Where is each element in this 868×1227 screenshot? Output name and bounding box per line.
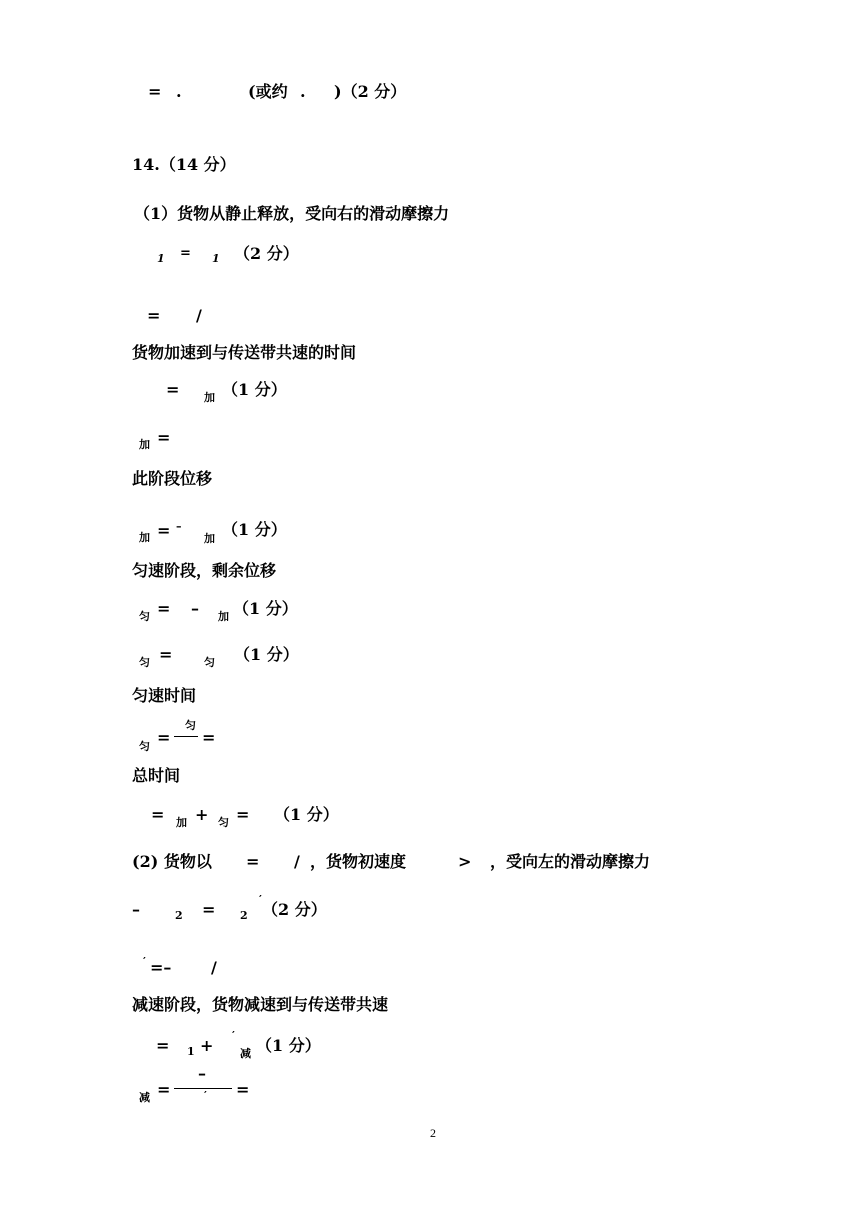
- score-label: （2 分）: [262, 900, 327, 919]
- eq-symbol: =: [147, 306, 161, 325]
- eq-symbol: =: [156, 1036, 170, 1055]
- subscript: 2: [175, 909, 183, 922]
- decimal-point: .: [300, 82, 306, 101]
- text-line: 匀速时间: [132, 686, 197, 705]
- subscript: 加: [204, 391, 215, 404]
- page-number: 2: [430, 1126, 436, 1140]
- text-line: 此阶段位移: [132, 469, 213, 488]
- prime-mark: ′: [232, 1029, 235, 1042]
- eq-symbol: =: [148, 82, 162, 101]
- subscript: 1: [187, 1045, 195, 1058]
- minus-sign: –: [132, 900, 140, 919]
- eq-symbol: =: [246, 852, 260, 871]
- text-line: 货物加速到与传送带共速的时间: [132, 343, 357, 362]
- subscript: 加: [139, 438, 150, 451]
- eq-symbol: =: [157, 599, 171, 618]
- eq-symbol: =: [166, 380, 180, 399]
- plus-sign: +: [200, 1036, 214, 1055]
- minus-sign: –: [191, 599, 199, 618]
- subscript: 减: [240, 1047, 251, 1060]
- text-line: 总时间: [132, 766, 181, 785]
- subscript: 加: [139, 531, 150, 544]
- eq-symbol: =: [157, 728, 171, 747]
- eq-symbol: =–: [150, 958, 172, 977]
- text-line: 匀速阶段，剩余位移: [132, 561, 277, 580]
- eq-symbol: =: [236, 805, 250, 824]
- score-label: （1 分）: [233, 599, 298, 618]
- subscript: 匀: [139, 610, 150, 623]
- score-label: （1 分）: [222, 520, 287, 539]
- question-title: 14.（14 分）: [132, 155, 236, 174]
- eq-symbol: =: [159, 645, 173, 664]
- subscript: 加: [176, 816, 187, 829]
- score-label: （1 分）: [222, 380, 287, 399]
- eq-symbol: =: [202, 900, 216, 919]
- text-line: 减速阶段，货物减速到与传送带共速: [132, 995, 389, 1014]
- part2-text: ，受向左的滑动摩擦力: [490, 852, 651, 871]
- eq-symbol: =: [180, 246, 191, 261]
- fraction-bar: [174, 1088, 232, 1089]
- eq-symbol: =: [157, 428, 171, 447]
- eq-symbol: =: [157, 521, 171, 540]
- subscript: 1: [157, 252, 165, 265]
- slash: /: [196, 306, 202, 325]
- slash: /: [294, 852, 300, 871]
- part2-text: (2) 货物以: [132, 852, 212, 871]
- subscript: 2: [240, 909, 248, 922]
- score-label: （1 分）: [256, 1036, 321, 1055]
- decimal-point: .: [176, 82, 182, 101]
- eq-symbol: =: [202, 728, 216, 747]
- fraction-bar: [174, 736, 198, 737]
- score-label: （2 分）: [234, 244, 299, 263]
- eq-symbol: =: [236, 1080, 250, 1099]
- subscript: 匀: [139, 656, 150, 669]
- subscript: 1: [212, 252, 220, 265]
- score-label: （1 分）: [234, 645, 299, 664]
- slash: /: [211, 958, 217, 977]
- fraction-numerator: –: [198, 1064, 206, 1083]
- eq-symbol: =: [151, 805, 165, 824]
- part2-text: ，货物初速度: [310, 852, 407, 871]
- eq-symbol: =: [157, 1080, 171, 1099]
- prime-mark: ′: [143, 955, 146, 968]
- score-label: )（2 分）: [334, 82, 407, 101]
- fraction-mark: –: [176, 520, 182, 533]
- subscript: 匀: [139, 740, 150, 753]
- score-label: （1 分）: [274, 805, 339, 824]
- subscript: 匀: [204, 656, 215, 669]
- gt-symbol: >: [458, 852, 472, 871]
- subscript: 加: [204, 532, 215, 545]
- subscript: 匀: [218, 816, 229, 829]
- fraction-numerator: 匀: [185, 719, 196, 732]
- part1-intro: （1）货物从静止释放，受向右的滑动摩擦力: [134, 204, 450, 223]
- fraction-denominator: ′: [204, 1089, 207, 1102]
- subscript: 加: [218, 610, 229, 623]
- prime-mark: ′: [259, 893, 262, 906]
- subscript: 减: [139, 1091, 150, 1104]
- approx-label: (或约: [248, 82, 288, 101]
- plus-sign: +: [195, 805, 209, 824]
